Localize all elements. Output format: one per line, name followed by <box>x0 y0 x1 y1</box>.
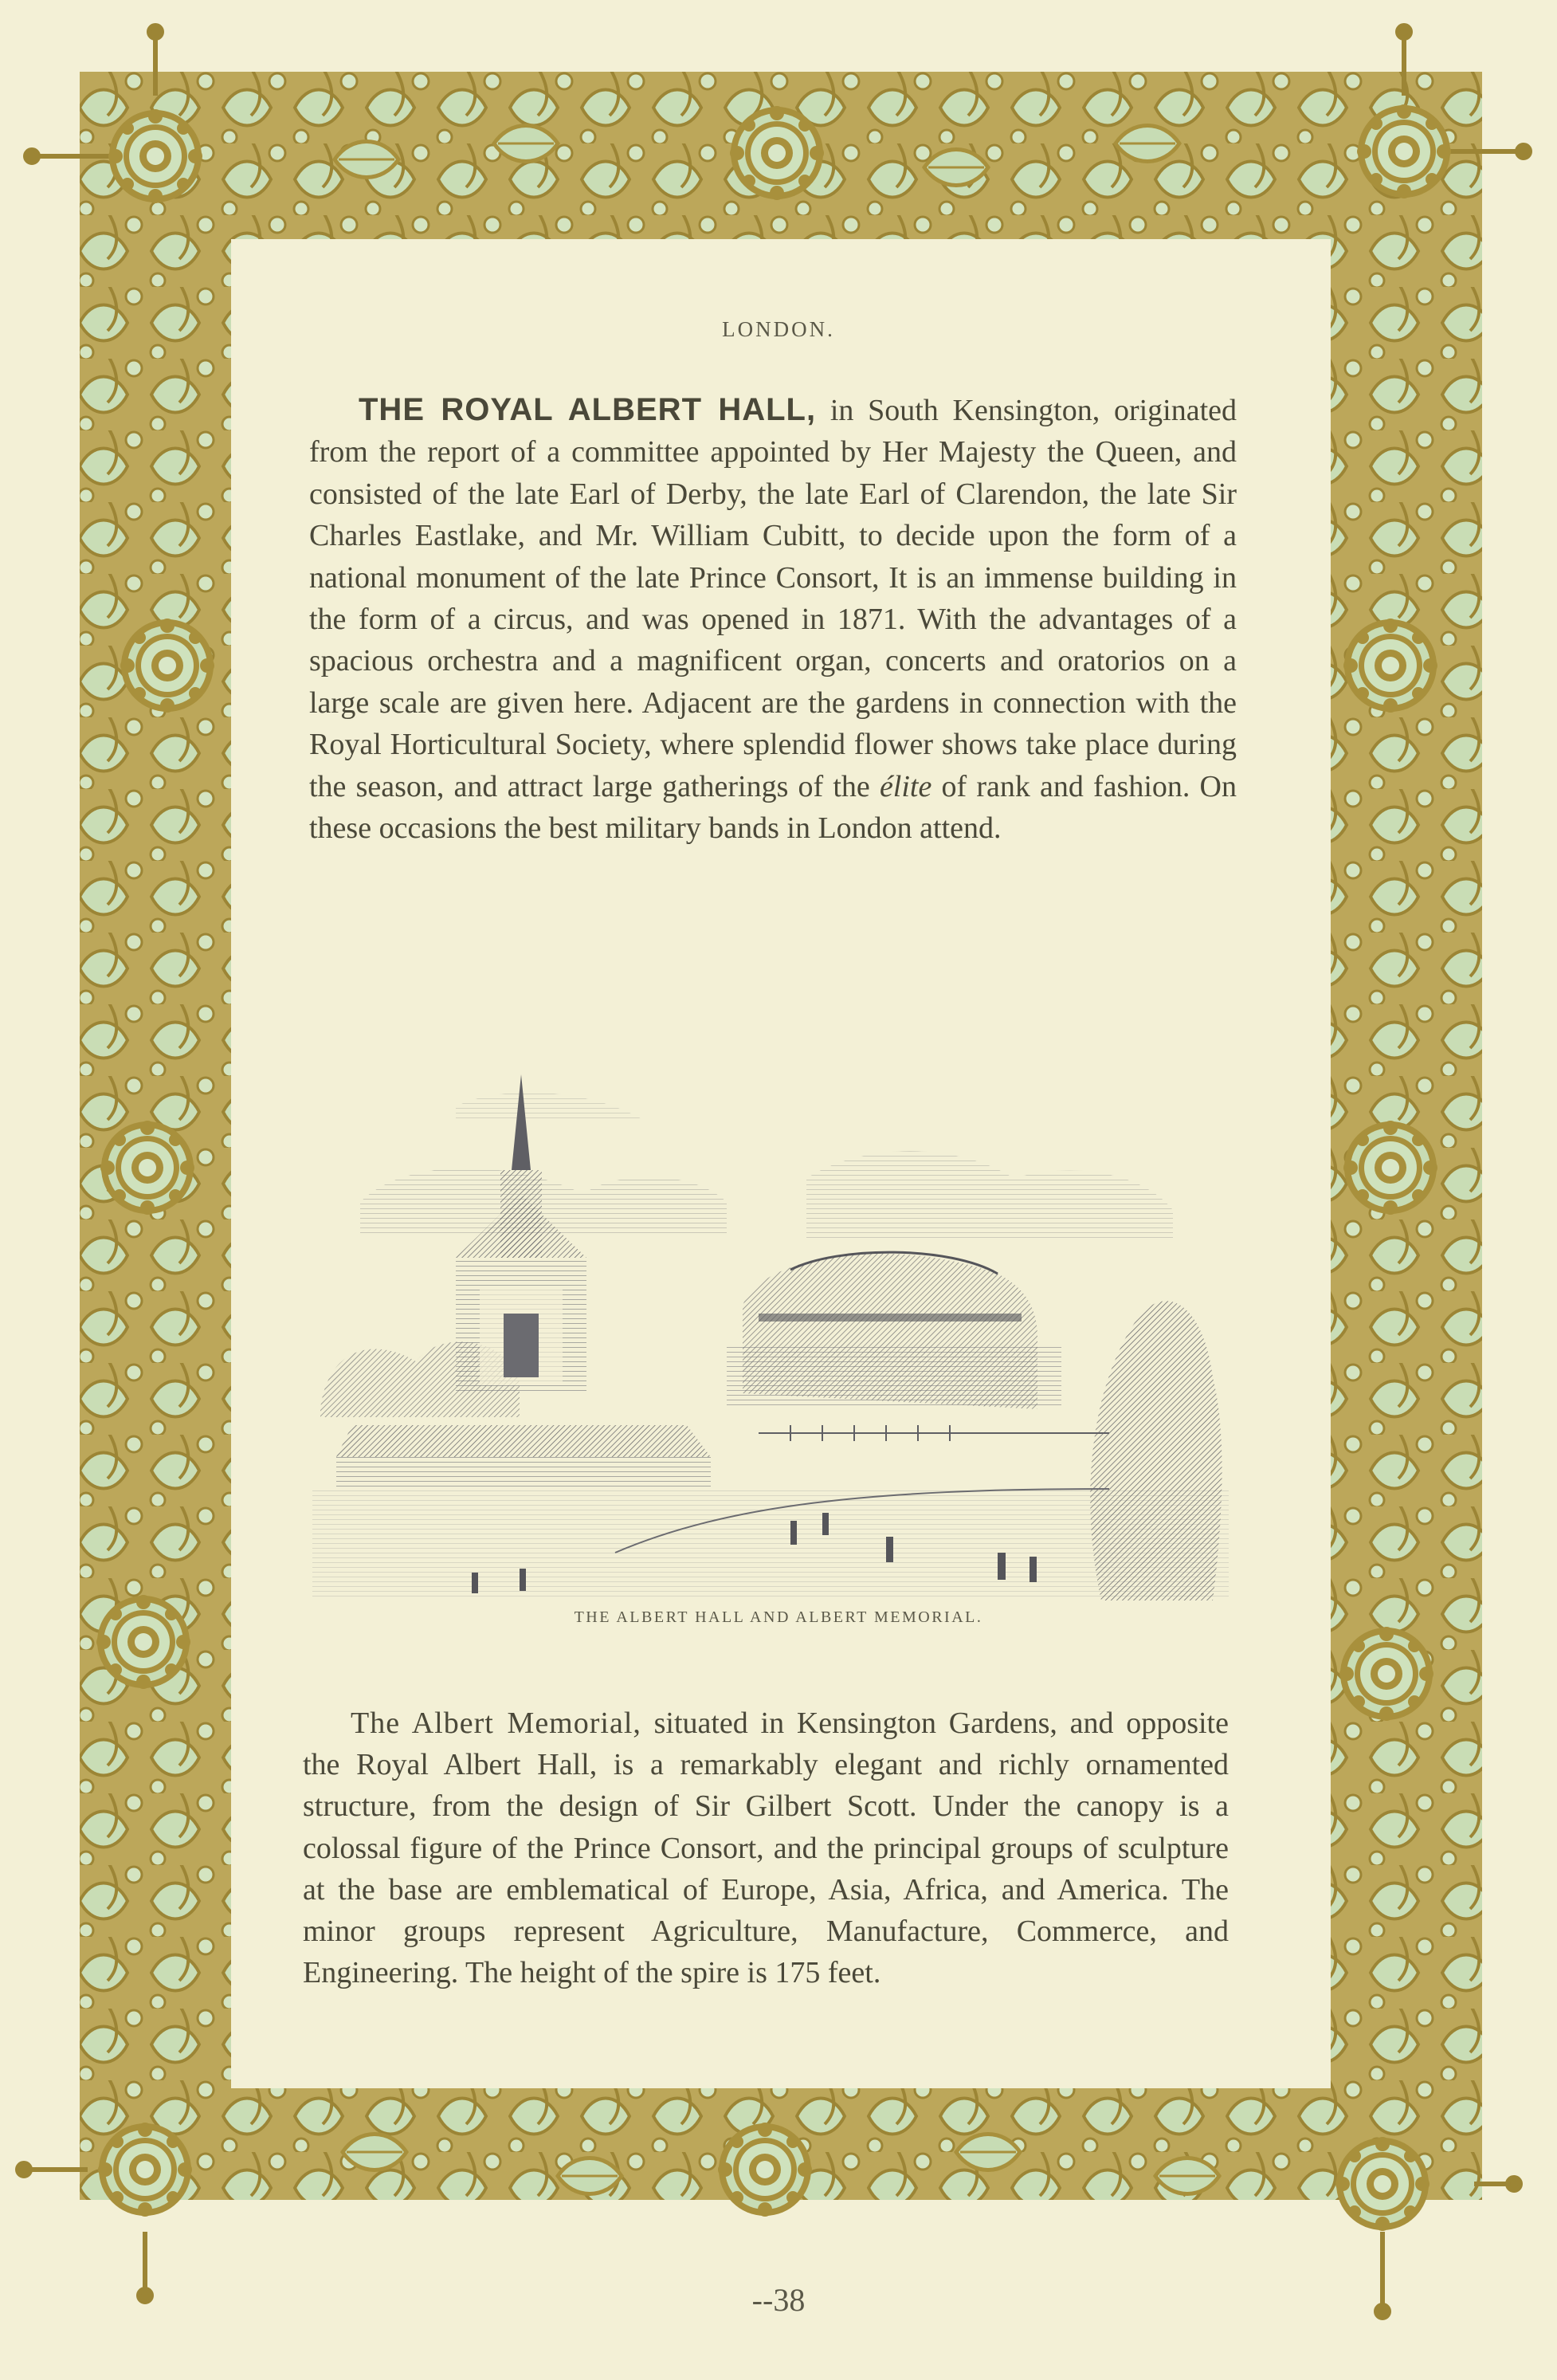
running-head: LONDON. <box>722 317 835 341</box>
paragraph-albert-memorial <box>303 1703 1229 1993</box>
paragraph-royal-albert-hall <box>309 389 1237 849</box>
paragraph-lead: The Albert Memorial, <box>351 1706 641 1740</box>
italic-word: élite <box>879 769 932 803</box>
page-number: --38 <box>751 2282 806 2318</box>
albert-hall-engraving-illustration <box>312 1074 1229 1600</box>
paragraph-body: in South Kensington, originated from the report of a committee appointed by Her Majesty the Queen, and consisted of the late Earl of Derby, the late Earl of Clarendon, the late Sir Charles Eastlake, and Mr. William Cubitt, to decide upon the form of a national monument of the late Prince Consort, It is an immense building in the form of a circus, and was opened in 1871. With the advantages of a spacious orchestra and a magnificent organ, concerts and oratorios on a large scale are given here. Adjacent are the gardens in connection with the Royal Horticultural Society, where splendid flower shows take place during the season, and attract large gatherings of the <box>309 394 1237 803</box>
paragraph-lead: THE ROYAL ALBERT HALL, <box>359 392 817 427</box>
figure-caption: THE ALBERT HALL AND ALBERT MEMORIAL. <box>574 1608 983 1626</box>
paragraph-body: situated in Kensington Gardens, and opposite the Royal Albert Hall, is a remarkably elegant and richly ornamented structure, from the design of Sir Gilbert Scott. Under the canopy is a colossal figure of the Prince Consort, and the principal groups of sculpture at the base are emblematical of Europe, Asia, Africa, and America. The minor groups represent Agriculture, Manufacture, Commerce, and Engineering. The height of the spire is 175 feet. <box>303 1706 1229 1990</box>
paragraph-body-end: of rank and fashion. On these occasions the best military bands in London attend. <box>309 769 1237 846</box>
